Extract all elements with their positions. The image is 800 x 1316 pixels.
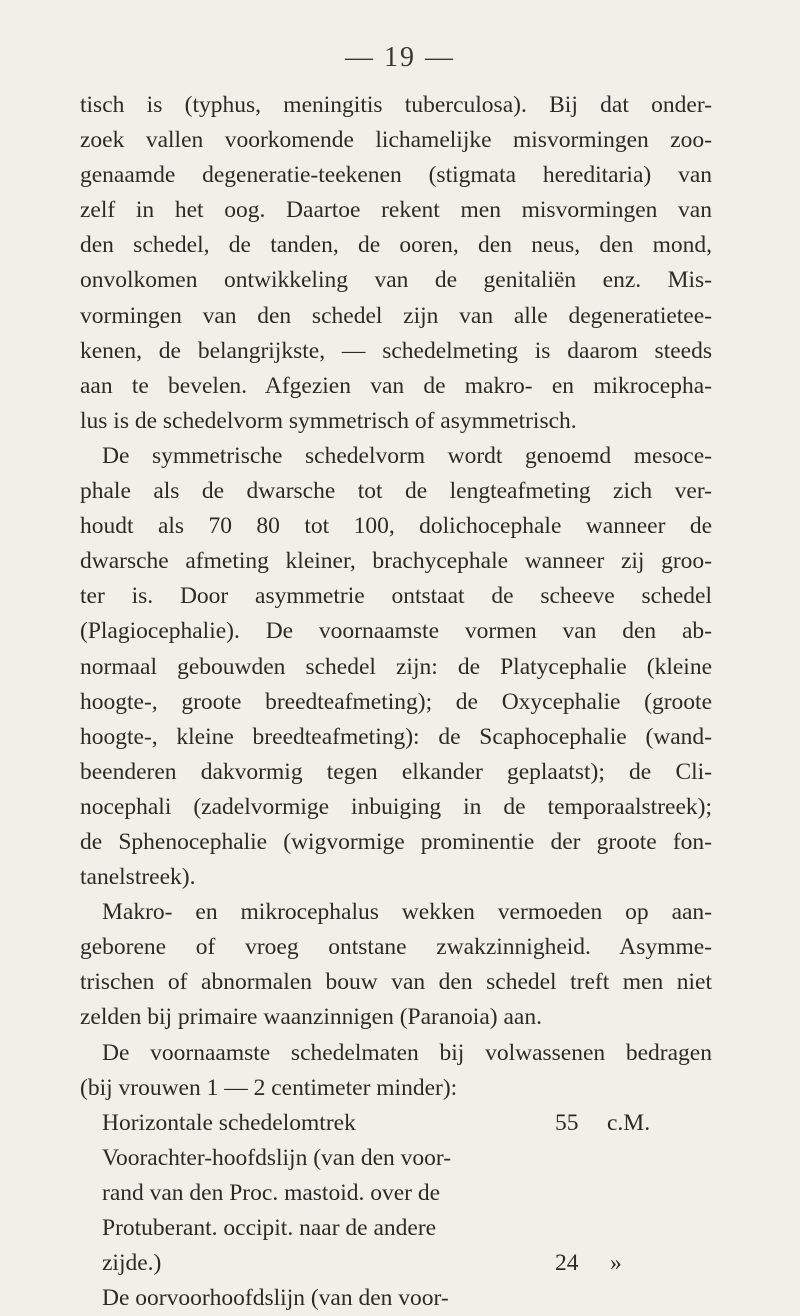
measurement-label: Horizontale schedelomtrek	[102, 1109, 356, 1136]
text-line: ter is. Door asymmetrie ontstaat de scheeve schedel	[80, 583, 712, 610]
measurement-row	[80, 1106, 712, 1141]
text-line: tisch is (typhus, meningitis tuberculosa). Bij dat onder-	[80, 92, 712, 118]
text-line: De voornaamste schedelmaten bij volwassenen bedragen	[102, 1039, 712, 1066]
measurement-label: Protuberant. occipit. naar de andere	[102, 1215, 437, 1241]
text-line: aan te bevelen. Afgezien van de makro- en mikrocepha-	[80, 372, 712, 399]
measurement-unit: c.M.	[607, 1109, 651, 1136]
paragraph	[80, 1036, 712, 1106]
text-line: tanelstreek).	[80, 864, 196, 891]
text-line: zelf in het oog. Daartoe rekent men misvormingen van	[80, 197, 712, 224]
text-line: lus is de schedelvorm symmetrisch of asymmetrisch.	[80, 407, 577, 434]
measurement-row	[80, 1246, 712, 1281]
measurement-label: zijde.)	[102, 1250, 162, 1277]
text-line: beenderen dakvormig tegen elkander geplaatst); de Cli-	[80, 758, 712, 785]
text-line: hoogte-, kleine breedteafmeting): de Scaphocephalie (wand-	[80, 723, 712, 750]
measurement-value: 55	[555, 1109, 579, 1136]
text-line: phale als de dwarsche tot de lengteafmeting zich ver-	[80, 478, 712, 505]
measurement-value: 24	[555, 1250, 579, 1277]
text-line: den schedel, de tanden, de ooren, den neus, den mond,	[80, 232, 712, 259]
page-number: — 19 —	[345, 42, 455, 73]
text-line: zelden bij primaire waanzinnigen (Paranoia) aan.	[80, 1004, 542, 1031]
text-line: De symmetrische schedelvorm wordt genoemd mesoce-	[102, 442, 712, 469]
measurement-table	[80, 1106, 712, 1316]
measurement-label: rand van den Proc. mastoid. over de	[102, 1179, 441, 1206]
measurement-row	[80, 1281, 712, 1316]
text-line: trischen of abnormalen bouw van den schedel treft men niet	[80, 969, 712, 996]
text-line: vormingen van den schedel zijn van alle degeneratietee-	[80, 302, 712, 329]
paragraphs	[80, 88, 712, 1106]
text-line: nocephali (zadelvormige inbuiging in de temporaalstreek);	[80, 793, 712, 820]
measurement-row	[80, 1176, 712, 1211]
text-line: houdt als 70 80 tot 100, dolichocephale wanneer de	[80, 513, 712, 540]
text-line: Makro- en mikrocephalus wekken vermoeden op aan-	[102, 899, 712, 926]
text-line: geborene of vroeg ontstane zwakzinnigheid. Asymme-	[80, 934, 712, 961]
measurement-row	[80, 1141, 712, 1176]
text-line: hoogte-, groote breedteafmeting); de Oxycephalie (groote	[80, 688, 712, 715]
paragraph	[80, 88, 712, 439]
text-line: onvolkomen ontwikkeling van de genitaliën enz. Mis-	[80, 267, 712, 294]
body-text	[80, 88, 712, 1316]
text-line: normaal gebouwden schedel zijn: de Platycephalie (kleine	[80, 653, 712, 680]
paragraph	[80, 895, 712, 1035]
measurement-row	[80, 1211, 712, 1246]
paragraph	[80, 439, 712, 895]
text-line: dwarsche afmeting kleiner, brachycephale wanneer zij groo-	[80, 548, 712, 575]
measurement-label: Voorachter-hoofdslijn (van den voor-	[102, 1144, 452, 1171]
text-line: de Sphenocephalie (wigvormige prominentie der groote fon-	[80, 828, 712, 855]
measurement-unit: »	[610, 1250, 622, 1277]
measurement-label: De oorvoorhoofdslijn (van den voor-	[102, 1285, 449, 1312]
text-line: genaamde degeneratie-teekenen (stigmata hereditaria) van	[80, 162, 712, 189]
text-line: zoek vallen voorkomende lichamelijke misvormingen zoo-	[80, 127, 712, 154]
text-line: kenen, de belangrijkste, — schedelmeting is daarom steeds	[80, 337, 712, 364]
text-line: (bij vrouwen 1 — 2 centimeter minder):	[80, 1074, 458, 1101]
text-line: (Plagiocephalie). De voornaamste vormen van den ab-	[80, 618, 712, 645]
